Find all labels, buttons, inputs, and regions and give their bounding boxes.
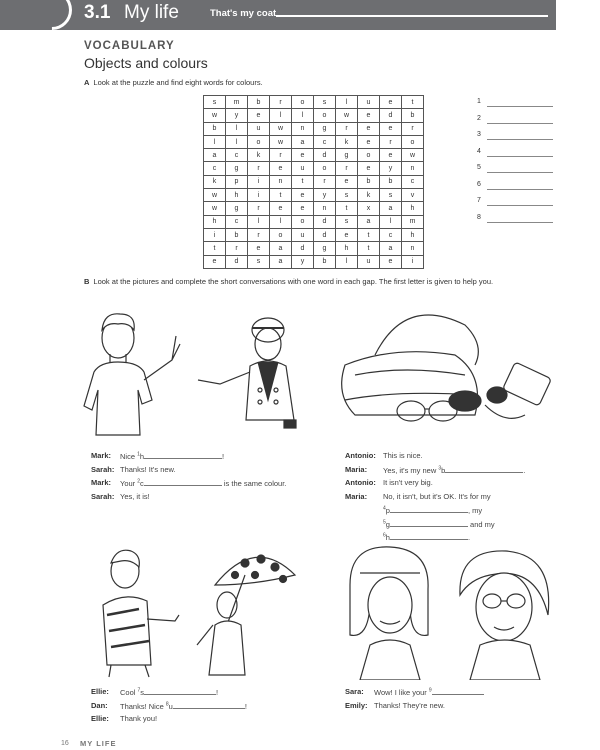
- grid-letter: b: [314, 255, 336, 268]
- grid-letter: b: [226, 228, 248, 241]
- grid-row: [204, 96, 424, 109]
- grid-row: [204, 228, 424, 241]
- gap-number: 6: [383, 532, 386, 539]
- grid-letter: e: [204, 255, 226, 268]
- grid-letter: y: [314, 189, 336, 202]
- grid-letter: s: [314, 96, 336, 109]
- grid-letter: e: [270, 162, 292, 175]
- answer-gap-input[interactable]: [144, 687, 219, 697]
- dialogue-text: [120, 687, 218, 697]
- grid-row: [204, 122, 424, 135]
- grid-letter: d: [314, 228, 336, 241]
- speaker-name: Ellie:: [91, 687, 109, 696]
- grid-letter: c: [204, 162, 226, 175]
- dialogue-text-after-gap: , my: [467, 506, 483, 515]
- grid-letter: g: [336, 149, 358, 162]
- grid-letter: w: [204, 189, 226, 202]
- gap-number: 9: [428, 687, 432, 694]
- grid-letter: e: [270, 202, 292, 215]
- answer-line-input[interactable]: [487, 189, 553, 190]
- speaker-name: Sarah:: [91, 464, 115, 474]
- dialogue-text-after-gap: !: [222, 452, 225, 461]
- answer-number: 6: [477, 180, 481, 188]
- grid-letter: k: [248, 149, 270, 162]
- gap-number: 1: [137, 451, 140, 458]
- grid-letter: l: [226, 122, 248, 135]
- answer-number: 8: [477, 213, 481, 221]
- grid-letter: a: [380, 202, 402, 215]
- dialogue-text-before-gap: No, it isn't, but it's OK. It's for my: [383, 491, 491, 501]
- answer-row: [477, 212, 553, 229]
- dialogue-text: [383, 492, 491, 501]
- illustration-bag-items: [335, 305, 560, 435]
- dialogue-text: [383, 532, 470, 542]
- grid-letter: y: [292, 255, 314, 268]
- grid-letter: l: [336, 96, 358, 109]
- grid-letter: e: [358, 162, 380, 175]
- grid-letter: w: [270, 135, 292, 148]
- dialogue-text-before-gap: It isn't very big.: [383, 478, 433, 487]
- dialogue-text-before-gap: This is nice.: [383, 451, 423, 460]
- answer-number: 7: [477, 197, 481, 204]
- speaker-name: Antonio:: [345, 478, 376, 487]
- grid-letter: o: [292, 96, 314, 109]
- grid-letter: r: [248, 202, 270, 215]
- grid-letter: i: [204, 228, 226, 241]
- dialogue-line: [91, 687, 311, 701]
- dialogue-line: [345, 451, 565, 465]
- grid-letter: e: [358, 135, 380, 148]
- grid-letter: r: [380, 135, 402, 148]
- grid-letter: b: [380, 175, 402, 188]
- grid-letter: m: [226, 96, 248, 109]
- speaker-name: Ellie:: [91, 714, 109, 723]
- dialogue-text-after-gap: is the same colour.: [221, 479, 287, 488]
- grid-letter: v: [402, 189, 424, 202]
- answer-row: [477, 113, 553, 130]
- dialogue-text: [120, 478, 286, 488]
- gap-number: 4: [383, 505, 386, 512]
- mark-figure: [84, 314, 180, 435]
- grid-letter: r: [248, 162, 270, 175]
- gap-first-letter: g: [385, 519, 390, 529]
- grid-letter: a: [270, 255, 292, 268]
- conversation-3: [91, 687, 311, 728]
- grid-letter: u: [292, 162, 314, 175]
- answer-line-input[interactable]: [487, 222, 553, 223]
- dialogue-line: [345, 505, 565, 519]
- dan-figure: [103, 550, 179, 677]
- gap-first-letter: b: [441, 465, 446, 475]
- grid-letter: g: [226, 162, 248, 175]
- grid-letter: o: [314, 109, 336, 122]
- grid-row: [204, 135, 424, 148]
- dialogue-text: [383, 451, 423, 460]
- book-section-name: MY LIFE: [80, 739, 117, 748]
- grid-letter: h: [402, 228, 424, 241]
- grid-letter: t: [358, 228, 380, 241]
- dialogue-text-before-gap: Thanks! Nice: [120, 701, 166, 711]
- grid-letter: t: [270, 189, 292, 202]
- dialogue-text: [383, 519, 495, 529]
- sarah-figure: [198, 318, 296, 428]
- dialogue-text-after-gap: .: [467, 533, 471, 542]
- grid-letter: l: [226, 135, 248, 148]
- exercise-b-instruction: [84, 277, 493, 286]
- grid-letter: e: [380, 255, 402, 268]
- grid-letter: r: [336, 162, 358, 175]
- answer-row: [477, 96, 553, 113]
- grid-letter: n: [402, 162, 424, 175]
- grid-letter: g: [314, 242, 336, 255]
- answer-row: [477, 162, 553, 179]
- grid-letter: k: [204, 175, 226, 188]
- page-number: 16: [61, 740, 69, 747]
- grid-letter: u: [292, 228, 314, 241]
- grid-letter: d: [314, 215, 336, 228]
- dialogue-text-before-gap: Cool: [120, 688, 138, 697]
- grid-letter: c: [314, 135, 336, 148]
- gap-first-letter: p: [385, 506, 390, 515]
- grid-letter: c: [226, 149, 248, 162]
- grid-letter: h: [336, 242, 358, 255]
- lesson-title: That's my coat: [210, 8, 277, 19]
- unit-number: 3.1: [84, 2, 111, 23]
- grid-letter: s: [336, 215, 358, 228]
- grid-letter: u: [358, 255, 380, 268]
- grid-letter: n: [270, 175, 292, 188]
- grid-letter: e: [380, 96, 402, 109]
- grid-letter: r: [314, 175, 336, 188]
- grid-letter: k: [336, 135, 358, 148]
- grid-letter: r: [248, 228, 270, 241]
- answer-row: [477, 195, 553, 212]
- grid-letter: l: [292, 109, 314, 122]
- dialogue-text: [120, 492, 150, 501]
- grid-letter: s: [248, 255, 270, 268]
- grid-letter: l: [270, 215, 292, 228]
- gap-first-letter: h: [385, 533, 390, 542]
- illustration-mark-and-sarah: [80, 300, 320, 440]
- grid-letter: e: [248, 109, 270, 122]
- dialogue-text: [383, 505, 482, 515]
- answer-number: 1: [477, 98, 481, 105]
- grid-letter: b: [402, 109, 424, 122]
- grid-letter: x: [358, 202, 380, 215]
- grid-letter: e: [336, 228, 358, 241]
- grid-letter: o: [314, 162, 336, 175]
- grid-letter: h: [226, 189, 248, 202]
- gap-number: 2: [137, 478, 141, 485]
- grid-letter: d: [314, 149, 336, 162]
- answer-number: 4: [477, 147, 481, 155]
- grid-letter: e: [248, 242, 270, 255]
- gap-number: 7: [137, 687, 141, 694]
- grid-row: [204, 149, 424, 162]
- grid-letter: t: [402, 96, 424, 109]
- grid-letter: e: [380, 149, 402, 162]
- answer-line-input[interactable]: [487, 172, 553, 173]
- answer-line-input[interactable]: [487, 139, 553, 140]
- grid-letter: t: [336, 202, 358, 215]
- grid-letter: e: [292, 149, 314, 162]
- dialogue-text: [120, 451, 224, 461]
- grid-letter: l: [248, 215, 270, 228]
- grid-letter: t: [204, 242, 226, 255]
- answer-gap-input[interactable]: [144, 478, 222, 486]
- dialogue-line: [91, 451, 311, 465]
- grid-letter: l: [204, 135, 226, 148]
- unit-header-bar: [0, 0, 556, 30]
- grid-letter: o: [270, 228, 292, 241]
- grid-letter: n: [314, 202, 336, 215]
- word-search-grid: [203, 95, 424, 269]
- dialogue-text: [120, 701, 247, 711]
- dialogue-text-before-gap: Wow! I like your: [374, 688, 429, 697]
- grid-letter: d: [226, 255, 248, 268]
- grid-letter: u: [248, 122, 270, 135]
- dialogue-line: [91, 478, 311, 492]
- speaker-name: Emily:: [345, 700, 368, 710]
- grid-letter: e: [336, 175, 358, 188]
- grid-letter: o: [292, 215, 314, 228]
- gap-number: 5: [383, 519, 386, 525]
- grid-row: [204, 162, 424, 175]
- grid-letter: s: [380, 189, 402, 202]
- answer-number: 5: [477, 164, 481, 171]
- dialogue-text-before-gap: Thank you!: [120, 714, 158, 723]
- exercise-a-letter: A: [84, 78, 90, 87]
- gap-number: 3: [438, 465, 442, 471]
- answer-gap-input[interactable]: [390, 519, 468, 527]
- dialogue-text-before-gap: Yes, it is!: [120, 491, 150, 501]
- answer-line-input[interactable]: [487, 205, 553, 206]
- section-title: Objects and colours: [84, 55, 208, 71]
- dialogue-line: [345, 465, 565, 479]
- emily-figure: [460, 551, 549, 680]
- dialogue-text-after-gap: !: [216, 688, 219, 697]
- answer-number: 3: [477, 131, 481, 138]
- grid-letter: o: [248, 135, 270, 148]
- dialogue-text: [374, 701, 445, 710]
- dialogue-text-after-gap: !: [244, 701, 247, 711]
- grid-letter: b: [358, 175, 380, 188]
- grid-letter: r: [270, 96, 292, 109]
- dialogue-line: [345, 519, 565, 533]
- dialogue-text-before-gap: Thanks! It's new.: [120, 464, 176, 474]
- illustration-ellie-and-dan: [95, 545, 315, 680]
- unit-circle-decoration: [24, 0, 81, 38]
- dialogue-text: [120, 714, 157, 723]
- grid-letter: b: [248, 96, 270, 109]
- answer-gap-input[interactable]: [144, 451, 225, 461]
- dialogue-text-before-gap: Thanks! They're new.: [374, 700, 445, 710]
- dialogue-line: [91, 492, 311, 506]
- grid-letter: w: [270, 122, 292, 135]
- gap-first-letter: s: [140, 688, 145, 697]
- dialogue-line: [345, 687, 565, 701]
- grid-letter: p: [226, 175, 248, 188]
- grid-letter: r: [336, 122, 358, 135]
- dialogue-line: [91, 714, 311, 728]
- grid-letter: w: [336, 109, 358, 122]
- grid-letter: s: [336, 189, 358, 202]
- dialogue-line: [345, 701, 565, 715]
- dialogue-line: [91, 465, 311, 479]
- grid-letter: g: [226, 202, 248, 215]
- ellie-figure: [197, 555, 295, 675]
- dialogue-text: [383, 478, 433, 487]
- sara-figure: [350, 547, 428, 680]
- grid-letter: e: [358, 122, 380, 135]
- illustration-sara-and-emily: [340, 545, 560, 680]
- dialogue-line: [91, 701, 311, 715]
- dialogue-line: [345, 478, 565, 492]
- grid-letter: o: [402, 135, 424, 148]
- grid-row: [204, 202, 424, 215]
- grid-letter: h: [402, 202, 424, 215]
- grid-letter: w: [204, 202, 226, 215]
- grid-letter: c: [402, 175, 424, 188]
- speaker-name: Maria:: [345, 491, 368, 501]
- section-label: VOCABULARY: [84, 40, 175, 52]
- grid-letter: t: [358, 242, 380, 255]
- answer-line-input[interactable]: [487, 156, 553, 157]
- speaker-name: Mark:: [91, 451, 112, 460]
- grid-letter: a: [292, 135, 314, 148]
- speaker-name: Sara:: [345, 687, 364, 696]
- dialogue-text: [383, 465, 525, 475]
- grid-letter: r: [402, 122, 424, 135]
- unit-title: My life: [124, 2, 179, 23]
- header-rule: [276, 15, 548, 17]
- grid-letter: n: [402, 242, 424, 255]
- conversation-4: [345, 687, 565, 714]
- grid-letter: l: [336, 255, 358, 268]
- grid-letter: a: [270, 242, 292, 255]
- grid-letter: u: [358, 96, 380, 109]
- grid-letter: e: [292, 202, 314, 215]
- grid-letter: n: [292, 122, 314, 135]
- grid-row: [204, 255, 424, 268]
- gap-first-letter: c: [140, 479, 144, 488]
- speaker-name: Maria:: [345, 464, 368, 474]
- grid-letter: i: [402, 255, 424, 268]
- grid-letter: d: [292, 242, 314, 255]
- grid-letter: t: [292, 175, 314, 188]
- dialogue-line: [345, 492, 565, 506]
- gap-first-letter: h: [139, 452, 145, 461]
- speaker-name: Dan:: [91, 700, 108, 710]
- grid-letter: r: [270, 149, 292, 162]
- dialogue-text-after-gap: and my: [467, 519, 495, 529]
- exercise-b-text: Look at the pictures and complete the short conversations with one word in each gap. The first letter is given to help you.: [93, 277, 494, 286]
- dialogue-text-after-gap: .: [523, 465, 526, 475]
- dialogue-text-before-gap: Yes, it's my new: [383, 465, 439, 475]
- grid-letter: b: [204, 122, 226, 135]
- answer-number: 2: [477, 114, 481, 122]
- answer-row: [477, 146, 553, 163]
- grid-letter: a: [380, 242, 402, 255]
- grid-letter: k: [358, 189, 380, 202]
- grid-letter: d: [380, 109, 402, 122]
- grid-letter: i: [248, 175, 270, 188]
- grid-letter: h: [204, 215, 226, 228]
- grid-letter: r: [226, 242, 248, 255]
- answer-lines: [477, 96, 553, 228]
- grid-letter: a: [358, 215, 380, 228]
- grid-letter: o: [358, 149, 380, 162]
- grid-letter: e: [380, 122, 402, 135]
- grid-row: [204, 109, 424, 122]
- grid-letter: e: [358, 109, 380, 122]
- dialogue-line: [345, 532, 565, 546]
- grid-letter: m: [402, 215, 424, 228]
- grid-row: [204, 175, 424, 188]
- phone: [503, 362, 552, 406]
- grid-letter: l: [270, 109, 292, 122]
- gap-number: 8: [165, 701, 169, 707]
- exercise-a-text: Look at the puzzle and find eight words for colours.: [93, 78, 263, 87]
- answer-gap-input[interactable]: [173, 701, 245, 709]
- grid-letter: w: [402, 149, 424, 162]
- conversation-2: [345, 451, 565, 546]
- grid-row: [204, 189, 424, 202]
- answer-line-input[interactable]: [487, 106, 553, 107]
- answer-row: [477, 129, 553, 146]
- exercise-a-instruction: [84, 78, 263, 87]
- grid-letter: a: [204, 149, 226, 162]
- grid-row: [204, 215, 424, 228]
- grid-letter: y: [380, 162, 402, 175]
- grid-row: [204, 242, 424, 255]
- grid-letter: c: [226, 215, 248, 228]
- answer-gap-input[interactable]: [390, 505, 468, 513]
- conversation-1: [91, 451, 311, 505]
- answer-row: [477, 179, 553, 196]
- grid-letter: y: [226, 109, 248, 122]
- grid-letter: e: [292, 189, 314, 202]
- exercise-b-letter: B: [84, 277, 90, 286]
- grid-letter: l: [380, 215, 402, 228]
- grid-letter: s: [204, 96, 226, 109]
- answer-gap-input[interactable]: [432, 687, 484, 695]
- grid-letter: g: [314, 122, 336, 135]
- dialogue-text: [374, 687, 484, 697]
- grid-letter: w: [204, 109, 226, 122]
- gap-first-letter: u: [168, 701, 173, 711]
- grid-letter: c: [380, 228, 402, 241]
- dialogue-text-before-gap: Nice: [120, 452, 138, 461]
- answer-line-input[interactable]: [487, 123, 553, 124]
- speaker-name: Antonio:: [345, 451, 376, 460]
- grid-letter: i: [248, 189, 270, 202]
- speaker-name: Mark:: [91, 478, 112, 487]
- answer-gap-input[interactable]: [390, 532, 471, 542]
- dialogue-text: [120, 465, 176, 474]
- answer-gap-input[interactable]: [445, 465, 526, 475]
- dialogue-text-before-gap: Your: [120, 479, 138, 488]
- speaker-name: Sarah:: [91, 491, 115, 501]
